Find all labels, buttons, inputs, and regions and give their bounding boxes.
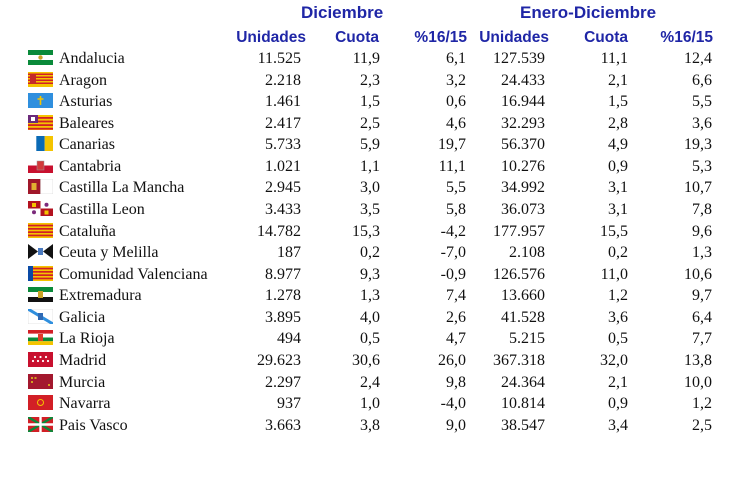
aragon-flag-icon [28,72,53,87]
cell-cuota-ytd: 1,2 [608,287,628,305]
cell-var-ytd: 12,4 [684,50,712,67]
region-name: Murcia [59,373,106,391]
extremadura-flag-icon [28,287,53,302]
table-row [0,264,733,286]
navarra-flag-icon [28,395,53,410]
col-header-unidades-ytd: Unidades [479,29,549,46]
cell-cuota-dic: 0,5 [360,330,380,348]
comunidad-valenciana-flag-icon [28,266,53,281]
table-row [0,242,733,264]
cell-var-ytd: 5,5 [692,93,712,111]
cell-var-ytd: 19,3 [684,136,712,154]
cell-var-ytd: 9,6 [692,222,712,240]
table-row [0,221,733,243]
cell-unidades-dic: 3.895 [265,308,301,326]
cell-unidades-ytd: 367.318 [493,351,545,369]
cell-cuota-dic: 0,2 [360,244,380,262]
table-row [0,156,733,178]
cell-var-ytd: 5,3 [692,157,712,175]
cell-cuota-dic: 2,5 [360,114,380,132]
cell-var-dic: 5,5 [446,179,466,197]
table-row [0,285,733,307]
cell-cuota-ytd: 1,5 [608,93,628,111]
asturias-flag-icon [28,93,53,108]
cell-unidades-ytd: 41.528 [501,308,545,326]
region-name: Castilla Leon [59,200,145,218]
madrid-flag-icon [28,352,53,367]
cell-cuota-dic: 3,5 [360,200,380,218]
table-row [0,328,733,350]
cell-var-ytd: 1,3 [692,244,712,262]
cell-cuota-ytd: 0,2 [608,244,628,262]
la-rioja-flag-icon [28,330,53,345]
cantabria-flag-icon [28,158,53,173]
region-name: Aragon [59,71,107,89]
cell-unidades-dic: 2.297 [265,373,301,391]
cell-unidades-ytd: 126.576 [493,265,545,283]
cell-unidades-dic: 2.417 [265,114,301,132]
cell-var-dic: 9,8 [446,373,466,391]
cell-var-ytd: 2,5 [692,416,712,434]
region-name: Ceuta y Melilla [59,244,159,262]
cell-var-ytd: 10,0 [684,373,712,391]
cell-cuota-dic: 3,8 [360,416,380,434]
cell-var-dic: -4,2 [440,222,466,240]
cell-unidades-dic: 8.977 [265,265,301,283]
col-header-var-ytd: %16/15 [660,29,713,46]
cell-cuota-ytd: 3,1 [608,200,628,218]
cell-var-dic: 4,6 [446,114,466,132]
cell-cuota-ytd: 0,5 [608,330,628,348]
region-name: Castilla La Mancha [59,179,185,197]
cell-cuota-dic: 15,3 [352,222,380,240]
cell-cuota-ytd: 2,8 [608,114,628,132]
table-row [0,177,733,199]
region-name: Navarra [59,395,111,413]
cell-unidades-ytd: 10.276 [501,157,545,175]
cell-cuota-ytd: 0,9 [608,395,628,413]
cell-unidades-ytd: 56.370 [501,136,545,154]
cell-cuota-ytd: 4,9 [608,136,628,154]
cell-cuota-dic: 11,9 [352,50,380,67]
table-row [0,350,733,372]
cell-cuota-ytd: 3,6 [608,308,628,326]
cell-cuota-ytd: 2,1 [608,373,628,391]
region-name: Canarias [59,136,115,154]
cataluna-flag-icon [28,223,53,238]
canarias-flag-icon [28,136,53,151]
cell-cuota-dic: 1,1 [360,157,380,175]
cell-cuota-dic: 5,9 [360,136,380,154]
cell-cuota-dic: 9,3 [360,265,380,283]
cell-unidades-dic: 29.623 [257,351,301,369]
cell-unidades-dic: 3.433 [265,200,301,218]
cell-unidades-dic: 5.733 [265,136,301,154]
table-row [0,372,733,394]
cell-cuota-ytd: 0,9 [608,157,628,175]
cell-cuota-dic: 3,0 [360,179,380,197]
cell-unidades-dic: 2.945 [265,179,301,197]
cell-var-dic: 19,7 [438,136,466,154]
cell-var-ytd: 6,6 [692,71,712,89]
cell-unidades-ytd: 34.992 [501,179,545,197]
cell-cuota-ytd: 2,1 [608,71,628,89]
castilla-leon-flag-icon [28,201,53,216]
cell-cuota-dic: 2,4 [360,373,380,391]
cell-unidades-ytd: 32.293 [501,114,545,132]
cell-unidades-dic: 1.461 [265,93,301,111]
region-name: Extremadura [59,287,142,305]
cell-var-ytd: 6,4 [692,308,712,326]
cell-var-ytd: 9,7 [692,287,712,305]
cell-unidades-ytd: 36.073 [501,200,545,218]
table-row [0,393,733,415]
cell-unidades-ytd: 16.944 [501,93,545,111]
galicia-flag-icon [28,309,53,324]
cell-cuota-dic: 1,5 [360,93,380,111]
region-name: Comunidad Valenciana [59,265,208,283]
cell-unidades-ytd: 10.814 [501,395,545,413]
cell-var-ytd: 1,2 [692,395,712,413]
region-name: Galicia [59,308,106,326]
cell-var-dic: 2,6 [446,308,466,326]
col-header-cuota-ytd: Cuota [584,29,628,46]
cell-var-dic: -0,9 [440,265,466,283]
cell-unidades-ytd: 5.215 [509,330,545,348]
table-row [0,199,733,221]
cell-var-ytd: 7,7 [692,330,712,348]
pais-vasco-flag-icon [28,417,53,432]
cell-var-dic: 4,7 [446,330,466,348]
col-header-unidades-dic: Unidades [236,29,306,46]
cell-cuota-dic: 1,3 [360,287,380,305]
cell-unidades-ytd: 2.108 [509,244,545,262]
table-row [0,113,733,135]
region-name: Madrid [59,351,107,369]
cell-unidades-dic: 14.782 [257,222,301,240]
region-name: La Rioja [59,330,115,348]
cell-cuota-ytd: 3,1 [608,179,628,197]
cell-unidades-dic: 2.218 [265,71,301,89]
baleares-flag-icon [28,115,53,130]
cell-var-dic: 26,0 [438,351,466,369]
cell-unidades-ytd: 127.539 [493,50,545,67]
table-row [0,415,733,437]
cell-cuota-ytd: 32,0 [600,351,628,369]
region-name: Pais Vasco [59,416,128,434]
cell-var-dic: 11,1 [438,157,466,175]
castilla-la-mancha-flag-icon [28,179,53,194]
cell-var-dic: 9,0 [446,416,466,434]
cell-var-dic: 0,6 [446,93,466,111]
col-header-cuota-dic: Cuota [335,29,379,46]
cell-cuota-dic: 4,0 [360,308,380,326]
cell-var-ytd: 7,8 [692,200,712,218]
cell-var-dic: 6,1 [446,50,466,67]
cell-var-ytd: 10,6 [684,265,712,283]
header-diciembre: Diciembre [301,3,384,22]
cell-unidades-ytd: 24.364 [501,373,545,391]
cell-cuota-ytd: 11,1 [600,50,628,67]
region-name: Cataluña [59,222,116,240]
table-row [0,134,733,156]
region-name: Baleares [59,114,115,132]
cell-cuota-ytd: 3,4 [608,416,628,434]
region-name: Andalucia [59,50,125,67]
murcia-flag-icon [28,374,53,389]
table-row [0,91,733,113]
cell-unidades-dic: 1.021 [265,157,301,175]
table-row [0,307,733,329]
cell-unidades-dic: 187 [277,244,301,262]
region-name: Asturias [59,93,113,111]
cell-unidades-ytd: 24.433 [501,71,545,89]
cell-var-ytd: 10,7 [684,179,712,197]
cell-unidades-dic: 937 [277,395,301,413]
ceuta-melilla-flag-icon [28,244,53,259]
cell-cuota-dic: 1,0 [360,395,380,413]
cell-cuota-dic: 2,3 [360,71,380,89]
cell-var-dic: -7,0 [440,244,466,262]
col-header-var-dic: %16/15 [414,29,467,46]
cell-var-ytd: 13,8 [684,351,712,369]
header-enero-diciembre: Enero-Diciembre [520,3,657,22]
cell-unidades-dic: 3.663 [265,416,301,434]
cell-var-dic: 3,2 [446,71,466,89]
cell-cuota-dic: 30,6 [352,351,380,369]
cell-unidades-dic: 1.278 [265,287,301,305]
cell-unidades-ytd: 13.660 [501,287,545,305]
cell-var-dic: 5,8 [446,200,466,218]
region-name: Cantabria [59,157,122,175]
cell-unidades-ytd: 38.547 [501,416,545,434]
cell-var-dic: 7,4 [446,287,466,305]
cell-cuota-ytd: 15,5 [600,222,628,240]
table-row [0,70,733,92]
cell-unidades-dic: 494 [277,330,301,348]
cell-var-ytd: 3,6 [692,114,712,132]
andalucia-flag-icon [28,50,53,65]
table-row [0,48,733,70]
cell-var-dic: -4,0 [440,395,466,413]
cell-cuota-ytd: 11,0 [600,265,628,283]
cell-unidades-ytd: 177.957 [493,222,545,240]
cell-unidades-dic: 11.525 [257,50,301,67]
